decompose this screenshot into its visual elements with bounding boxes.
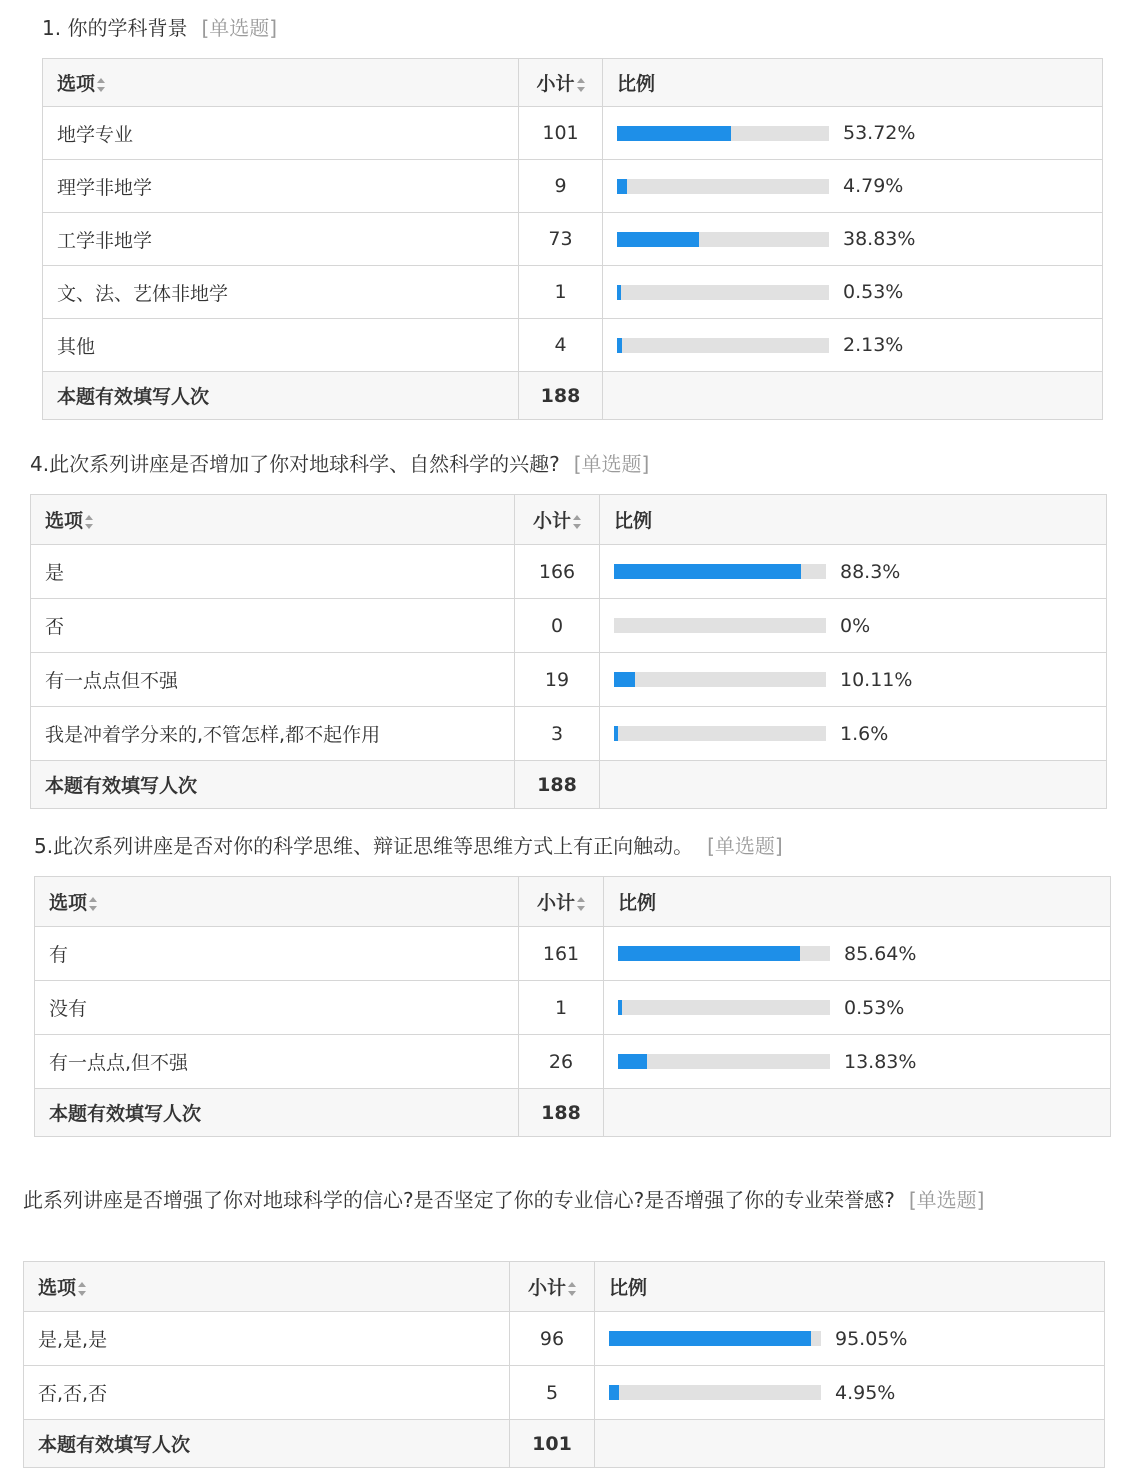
ratio-bar-fill bbox=[618, 1054, 647, 1069]
ratio-percent: 38.83% bbox=[843, 228, 916, 251]
table-row bbox=[24, 1366, 1105, 1420]
option-count: 19 bbox=[515, 653, 600, 707]
option-count: 0 bbox=[515, 599, 600, 653]
table-row bbox=[43, 213, 1103, 266]
sort-icon[interactable] bbox=[89, 897, 97, 911]
ratio-percent: 1.6% bbox=[840, 722, 889, 745]
ratio-bar-fill bbox=[618, 1000, 622, 1015]
table-row bbox=[24, 1312, 1105, 1366]
option-count: 1 bbox=[519, 266, 603, 319]
question-type-tag: [单选题] bbox=[573, 452, 650, 476]
ratio-bar-fill bbox=[617, 285, 621, 300]
option-count: 73 bbox=[519, 213, 603, 266]
count-column-header[interactable] bbox=[519, 877, 604, 927]
ratio-bar-fill bbox=[617, 232, 699, 247]
ratio-cell bbox=[595, 1312, 1105, 1366]
option-count: 101 bbox=[519, 107, 603, 160]
total-row bbox=[43, 372, 1103, 420]
option-header-label: 选项 bbox=[57, 73, 96, 95]
ratio-bar-track bbox=[618, 1054, 830, 1069]
table-row bbox=[43, 107, 1103, 160]
option-column-header[interactable] bbox=[35, 877, 519, 927]
table-row bbox=[43, 266, 1103, 319]
ratio-header-label: 比例 bbox=[617, 73, 656, 95]
ratio-percent: 4.79% bbox=[843, 175, 904, 198]
ratio-percent: 10.11% bbox=[840, 668, 913, 691]
question-text: 1. 你的学科背景 bbox=[42, 16, 188, 40]
option-label: 有一点点但不强 bbox=[31, 653, 515, 707]
table-row bbox=[43, 319, 1103, 372]
sort-icon[interactable] bbox=[85, 515, 93, 529]
option-count: 3 bbox=[515, 707, 600, 761]
ratio-bar-track bbox=[617, 285, 829, 300]
table-row bbox=[35, 1035, 1111, 1089]
option-label: 有 bbox=[35, 927, 519, 981]
ratio-bar-track bbox=[609, 1385, 821, 1400]
result-table bbox=[23, 1261, 1105, 1468]
ratio-percent: 88.3% bbox=[840, 560, 901, 583]
option-label: 是,是,是 bbox=[24, 1312, 510, 1366]
option-label: 文、法、艺体非地学 bbox=[43, 266, 519, 319]
total-count: 188 bbox=[519, 1089, 604, 1137]
result-table bbox=[34, 876, 1111, 1137]
ratio-bar-track bbox=[614, 726, 826, 741]
ratio-cell bbox=[603, 160, 1103, 213]
option-label: 有一点点,但不强 bbox=[35, 1035, 519, 1089]
total-row bbox=[35, 1089, 1111, 1137]
ratio-cell bbox=[603, 319, 1103, 372]
ratio-bar-fill bbox=[617, 338, 622, 353]
option-count: 9 bbox=[519, 160, 603, 213]
option-count: 161 bbox=[519, 927, 604, 981]
ratio-column-header bbox=[603, 59, 1103, 107]
sort-icon[interactable] bbox=[577, 78, 585, 92]
total-label: 本题有效填写人次 bbox=[24, 1420, 510, 1468]
count-header-label: 小计 bbox=[536, 73, 575, 95]
total-label: 本题有效填写人次 bbox=[43, 372, 519, 420]
ratio-bar-fill bbox=[614, 564, 801, 579]
total-label: 本题有效填写人次 bbox=[35, 1089, 519, 1137]
ratio-header-label: 比例 bbox=[614, 510, 653, 532]
option-count: 5 bbox=[510, 1366, 595, 1420]
ratio-bar-track bbox=[617, 338, 829, 353]
option-header-label: 选项 bbox=[49, 892, 88, 914]
ratio-percent: 0.53% bbox=[844, 996, 905, 1019]
option-label: 否,否,否 bbox=[24, 1366, 510, 1420]
option-label: 我是冲着学分来的,不管怎样,都不起作用 bbox=[31, 707, 515, 761]
table-row bbox=[31, 599, 1107, 653]
result-table bbox=[42, 58, 1103, 420]
table-row bbox=[35, 927, 1111, 981]
question-title bbox=[34, 830, 1110, 862]
ratio-cell bbox=[603, 213, 1103, 266]
option-label: 工学非地学 bbox=[43, 213, 519, 266]
option-count: 96 bbox=[510, 1312, 595, 1366]
ratio-bar-track bbox=[614, 672, 826, 687]
option-header-label: 选项 bbox=[38, 1277, 77, 1299]
table-row bbox=[31, 653, 1107, 707]
ratio-percent: 85.64% bbox=[844, 942, 917, 965]
option-count: 166 bbox=[515, 545, 600, 599]
sort-icon[interactable] bbox=[573, 515, 581, 529]
ratio-header-label: 比例 bbox=[618, 892, 657, 914]
ratio-bar-track bbox=[609, 1331, 821, 1346]
ratio-bar-fill bbox=[609, 1331, 811, 1346]
ratio-cell bbox=[604, 927, 1111, 981]
ratio-header-label: 比例 bbox=[609, 1277, 648, 1299]
total-row bbox=[24, 1420, 1105, 1468]
ratio-cell bbox=[604, 1035, 1111, 1089]
table-header-row bbox=[31, 495, 1107, 545]
count-header-label: 小计 bbox=[527, 1277, 566, 1299]
option-count: 1 bbox=[519, 981, 604, 1035]
ratio-bar-fill bbox=[614, 726, 618, 741]
ratio-bar-track bbox=[618, 946, 830, 961]
option-label: 没有 bbox=[35, 981, 519, 1035]
option-header-label: 选项 bbox=[45, 510, 84, 532]
total-row bbox=[31, 761, 1107, 809]
ratio-percent: 2.13% bbox=[843, 334, 904, 357]
count-header-label: 小计 bbox=[532, 510, 571, 532]
option-column-header[interactable] bbox=[31, 495, 515, 545]
total-ratio-empty bbox=[595, 1420, 1105, 1468]
option-label: 否 bbox=[31, 599, 515, 653]
table-row bbox=[31, 545, 1107, 599]
total-count: 101 bbox=[510, 1420, 595, 1468]
question-title bbox=[30, 448, 1106, 480]
ratio-cell bbox=[595, 1366, 1105, 1420]
question-type-tag: [单选题] bbox=[201, 16, 278, 40]
ratio-bar-track bbox=[617, 126, 829, 141]
count-header-label: 小计 bbox=[536, 892, 575, 914]
table-header-row bbox=[43, 59, 1103, 107]
table-row bbox=[43, 160, 1103, 213]
question-title bbox=[23, 1184, 1105, 1216]
sort-icon[interactable] bbox=[97, 78, 105, 92]
ratio-cell bbox=[603, 266, 1103, 319]
ratio-percent: 0.53% bbox=[843, 281, 904, 304]
ratio-cell bbox=[600, 707, 1107, 761]
ratio-cell bbox=[603, 107, 1103, 160]
sort-icon[interactable] bbox=[78, 1282, 86, 1296]
option-label: 地学专业 bbox=[43, 107, 519, 160]
ratio-bar-fill bbox=[617, 179, 627, 194]
total-count: 188 bbox=[519, 372, 603, 420]
ratio-percent: 13.83% bbox=[844, 1050, 917, 1073]
ratio-bar-track bbox=[618, 1000, 830, 1015]
ratio-bar-track bbox=[617, 179, 829, 194]
ratio-percent: 4.95% bbox=[835, 1381, 896, 1404]
total-count: 188 bbox=[515, 761, 600, 809]
total-label: 本题有效填写人次 bbox=[31, 761, 515, 809]
total-ratio-empty bbox=[604, 1089, 1111, 1137]
option-count: 4 bbox=[519, 319, 603, 372]
option-count: 26 bbox=[519, 1035, 604, 1089]
result-table bbox=[30, 494, 1107, 809]
question-type-tag: [单选题] bbox=[707, 834, 783, 858]
total-ratio-empty bbox=[600, 761, 1107, 809]
ratio-percent: 95.05% bbox=[835, 1327, 908, 1350]
question-text: 此系列讲座是否增强了你对地球科学的信心?是否坚定了你的专业信心?是否增强了你的专业荣誉感? bbox=[23, 1188, 895, 1212]
ratio-bar-fill bbox=[618, 946, 800, 961]
ratio-cell bbox=[600, 653, 1107, 707]
total-ratio-empty bbox=[603, 372, 1103, 420]
ratio-percent: 0% bbox=[840, 614, 871, 637]
option-column-header[interactable] bbox=[24, 1262, 510, 1312]
ratio-bar-track bbox=[614, 618, 826, 633]
ratio-bar-fill bbox=[617, 126, 731, 141]
table-row bbox=[35, 981, 1111, 1035]
ratio-bar-track bbox=[614, 564, 826, 579]
ratio-bar-fill bbox=[614, 672, 635, 687]
question-type-tag: [单选题] bbox=[908, 1188, 985, 1212]
question-text: 4.此次系列讲座是否增加了你对地球科学、自然科学的兴趣? bbox=[30, 452, 560, 476]
sort-icon[interactable] bbox=[577, 897, 585, 911]
ratio-bar-track bbox=[617, 232, 829, 247]
table-header-row bbox=[24, 1262, 1105, 1312]
option-label: 是 bbox=[31, 545, 515, 599]
count-column-header[interactable] bbox=[519, 59, 603, 107]
question-text: 5.此次系列讲座是否对你的科学思维、辩证思维等思维方式上有正向触动。 bbox=[34, 834, 694, 858]
count-column-header[interactable] bbox=[515, 495, 600, 545]
option-label: 其他 bbox=[43, 319, 519, 372]
ratio-cell bbox=[604, 981, 1111, 1035]
ratio-cell bbox=[600, 599, 1107, 653]
question-title bbox=[42, 12, 1102, 44]
ratio-percent: 53.72% bbox=[843, 122, 916, 145]
option-column-header[interactable] bbox=[43, 59, 519, 107]
sort-icon[interactable] bbox=[568, 1282, 576, 1296]
count-column-header[interactable] bbox=[510, 1262, 595, 1312]
table-header-row bbox=[35, 877, 1111, 927]
option-label: 理学非地学 bbox=[43, 160, 519, 213]
ratio-column-header bbox=[604, 877, 1111, 927]
ratio-bar-fill bbox=[609, 1385, 619, 1400]
table-row bbox=[31, 707, 1107, 761]
ratio-column-header bbox=[600, 495, 1107, 545]
ratio-cell bbox=[600, 545, 1107, 599]
ratio-column-header bbox=[595, 1262, 1105, 1312]
